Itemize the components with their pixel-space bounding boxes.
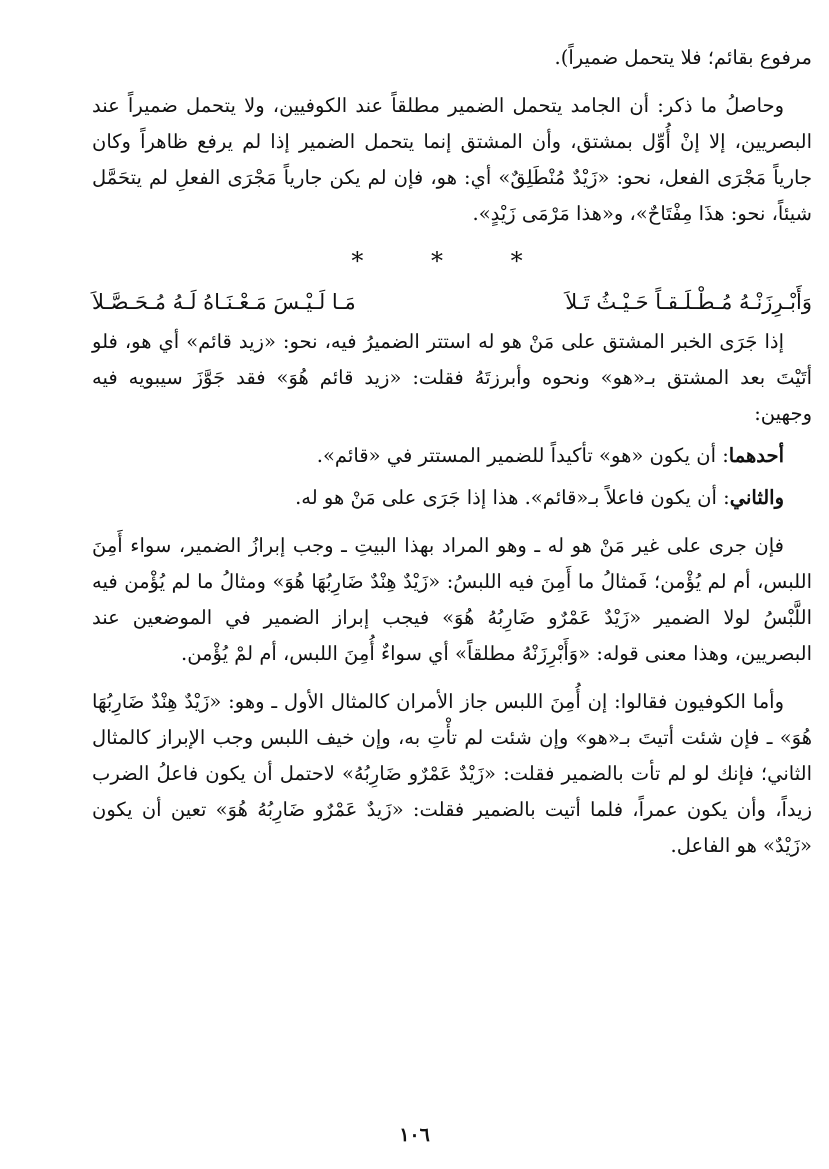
paragraph-basrians: فإن جرى على غير مَنْ هو له ـ وهو المراد بهذا البيتِ ـ وجب إبرازُ الضمير، سواء أَمِنَ اللبس، أم لم يُؤْمن؛ فَمثالُ ما أَمِنَ فيه اللبسُ: «زَيْدٌ هِنْدٌ ضَارِبُهَا هُوَ» ومثالُ ما لم يُؤْمن فيه اللَّبْسُ لولا الضمير «زَيْدٌ عَمْرٌو ضَارِبُهُ هُوَ» فيجب إبراز الضمير في الموضعين عند البصريين، وهذا معنى قوله: «وَأَبْرِزَنْهُ مطلقاً» أي سواءٌ أُمِنَ اللبس، أم لمْ يُؤْمن. [92,534,812,665]
point-first [92,438,812,474]
point-first-text: : أن يكون «هو» تأكيداً للضمير المستتر في «قائم». [316,444,729,467]
paragraph-summary: وحاصلُ ما ذكر: أن الجامد يتحمل الضمير مطلقاً عند الكوفيين، ولا يتحمل ضميراً عند البصريين، إلا إنْ أُوِّل بمشتق، وأن المشتق إنما يتحمل الضمير إذا لم يرفع ظاهراً وكان جارياً مَجْرَى الفعل، نحو: «زَيْدٌ مُنْطَلِقٌ» أي: هو، فإن لم يكن جارياً مَجْرَى الفعلِ لم يتحَمَّل شيئاً، نحو: هذَا مِفْتَاحٌ»، و«هذا مَرْمَى زَيْدٍ». [92,94,812,225]
page-number: ١٠٦ [399,1124,430,1146]
paragraph-explanation: إذا جَرَى الخبر المشتق على مَنْ هو له استتر الضميرُ فيه، نحو: «زيد قائم» أي هو، فلو أتَيْتَ بعد المشتق بـ«هو» ونحوه وأبرزتَهُ فقلت: «زيد قائم هُوَ» فقد جَوَّزَ سيبويه فيه وجهين: [92,330,812,425]
point-second [92,480,812,516]
verse-second-hemistich: مَـا لَـيْـسَ مَـعْـنَـاهُ لَـهُ مُـحَـصَّـلاَ [92,290,356,314]
section-separator: * * * [351,247,553,275]
paragraph-continuation: مرفوع بقائم؛ فلا يتحمل ضميراً). [554,46,812,69]
verse-first-hemistich: وَأَبْـرِزَنْـهُ مُـطْـلَـقـاً حَـيْـثُ تَـلاَ [565,290,812,314]
book-page [92,40,812,1130]
verse [92,284,812,320]
point-second-text: : أن يكون فاعلاً بـ«قائم». هذا إذا جَرَى على مَنْ هو له. [295,486,730,509]
point-first-label: أحدهما [728,444,784,467]
point-second-label: والثاني [729,486,784,509]
paragraph-kufans: وأما الكوفيون فقالوا: إن أُمِنَ اللبس جاز الأمران كالمثال الأول ـ وهو: «زَيْدٌ هِنْدٌ ضَارِبُهَا هُوَ» ـ فإن شئت أتيتَ بـ«هو» وإن شئت لم تأْتِ به، وإن خيف اللبس وجب الإبراز كالمثال الثاني؛ فإنك لو لم تأت بالضمير فقلت: «زَيْدٌ عَمْرٌو ضَارِبُهُ» لاحتمل أن يكون فاعلُ الضرب زيداً، وأن يكون عمراً، فلما أتيت بالضمير فقلت: «زَيدٌ عَمْرٌو ضَارِبُهُ هُوَ» تعين أن يكون «زَيْدٌ» هو الفاعل. [92,690,812,857]
